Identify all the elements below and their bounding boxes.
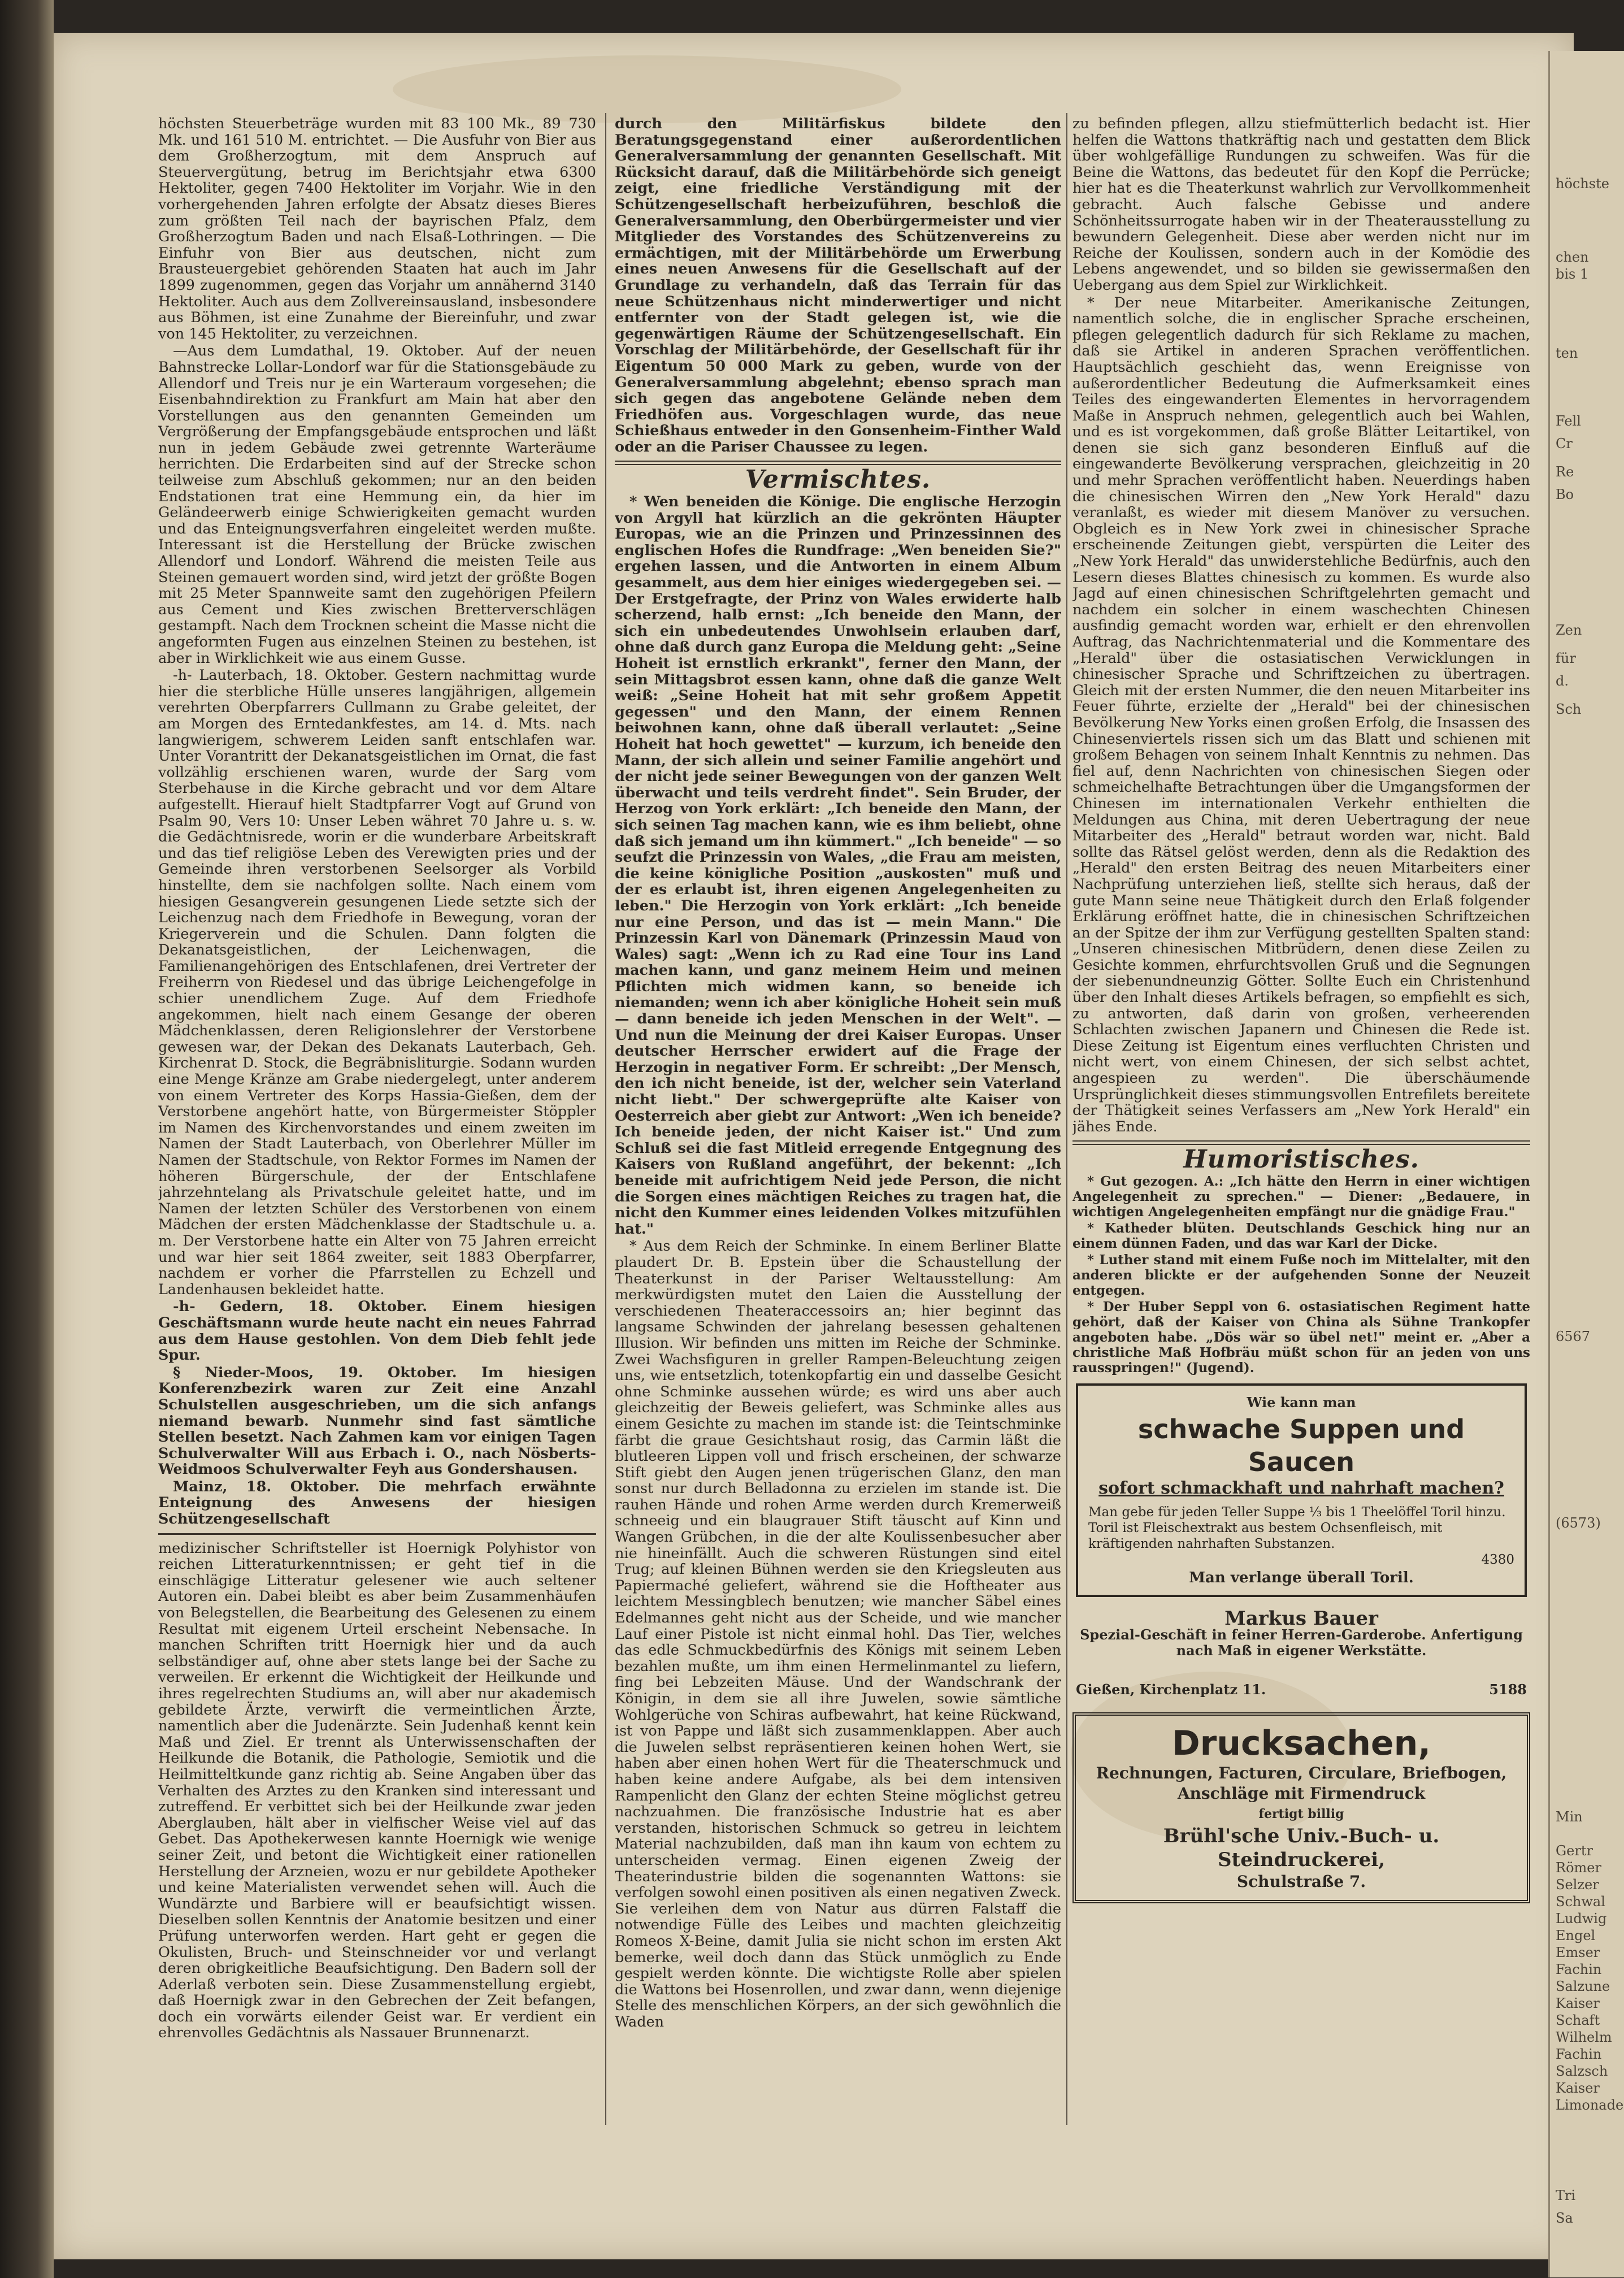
section-heading-humoristisches: Humoristisches. bbox=[1183, 1145, 1419, 1174]
article-wen-beneiden-die-koenige: * Wen beneiden die Könige. Die englische Herzogin von Argyll hat kürzlich an die gekrönten Häupter Europas, wie an die Prinzen und Prinzessinnen des englischen Hofes die Rundfrage: „Wen beneiden Sie?" ergehen lassen, und die Antworten in einem Album gesammelt, aus dem hier einiges wiedergegeben sei. — Der Erstgefragte, der Prinz von Wales erwiderte halb scherzend, halb ernst: „Ich beneide den Mann, der sich ein unbedeutendes Unwohlsein erlauben darf, ohne daß durch ganz Europa die Meldung geht: „Seine Hoheit ist ernstlich erkrankt", ferner den Mann, der sein Mittagsbrot essen kann, ohne daß die ganze Welt weiß: „Seine Hoheit hat mit sehr großem Appetit gegessen" und den Mann, der einem Rennen beiwohnen kann, ohne daß überall verlautet: „Seine Hoheit hat hoch gewettet" — kurzum, ich beneide den Mann, der sich allein und seiner Familie angehört und der nicht jede seiner Bewegungen von der ganzen Welt überwacht und teils verdreht findet". Sein Bruder, der Herzog von York erklärt: „Ich beneide den Mann, der sich seinen Tag machen kann, wie es ihm beliebt, ohne daß sich jemand um ihn kümmert." „Ich beneide" — so seufzt die Prinzessin von Wales, „die Frau am meisten, die keine königliche Position „auskosten" muß und der es erlaubt ist, ihren eigenen Angelegenheiten zu leben." Die Herzogin von York erklärt: „Ich beneide nur eine Person, und das ist — mein Mann." Die Prinzessin Karl von Dänemark (Prinzessin Maud von Wales) sagt: „Wenn ich zu Rad eine Tour ins Land machen kann, und ganz meinem Heim und meinen Pflichten mich widmen kann, so beneide ich niemanden; wenn ich aber königliche Hoheit sein muß — dann beneide ich jeden Menschen in der Welt". — Und nun die Meinung der drei Kaiser Europas. Unser deutscher Herrscher erwidert auf die Frage der Herzogin in negativer Form. Er schreibt: „Der Mensch, den ich nicht beneide, ist der, welcher sein Vaterland nicht liebt." Der schwergeprüfte alte Kaiser von Oesterreich aber giebt zur Antwort: „Wen ich beneide? Ich beneide jeden, der nicht Kaiser ist." Und zum Schluß sei die fast Mitleid erregende Entgegnung des Kaisers von Rußland angeführt, der bekennt: „Ich beneide mit aufrichtigem Neid jede Person, die nicht die Sorgen eines mächtigen Reiches zu tragen hat, die nicht den Kummer eines leidenden Volkes mitzufühlen hat." bbox=[615, 493, 1061, 1238]
adjacent-page-fragment: chen bbox=[1556, 249, 1589, 265]
section-heading-vermischtes: Vermischtes. bbox=[745, 465, 931, 494]
adjacent-page-fragment: Römer bbox=[1556, 1860, 1601, 1876]
ad-drucksachen-firm: Brühl'sche Univ.-Buch- u. Steindruckerei, bbox=[1163, 1825, 1440, 1872]
joke-huber-seppl: * Der Huber Seppl von 6. ostasiatischen Regiment hatte gehört, daß der Kaiser von China als Sühne Trankopfer angeboten habe. „Dös wär so übel net!" meint er. „Aber a christliche Maß Hofbräu müßt schon für an jeden von uns rausspringen!" (Jugend). bbox=[1072, 1299, 1530, 1376]
adjacent-page-fragment: Zen bbox=[1556, 622, 1582, 638]
advertisement-drucksachen bbox=[1072, 1712, 1530, 1903]
article-reich-der-schminke: * Aus dem Reich der Schminke. In einem Berliner Blatte plaudert Dr. B. Epstein über die Schaustellung der Theaterkunst in der Pariser Weltausstellung: Am merkwürdigsten mutet den Laien die Ausstellung der verschiedenen Theateraccessoirs an; hier beginnt das langsame Schwinden der jahrelang besessen gehaltenen Illusion. Wir befinden uns mitten im Reiche der Schminke. Zwei Wachsfiguren in greller Rampen-Beleuchtung zeigen uns, wie entsetzlich, totenkopfartig ein und dasselbe Gesicht ohne Schminke aussehen würde; es wird uns aber auch gleichzeitig der Beweis geliefert, was Schminke alles aus einem Gesichte zu machen im stande ist: die Teintschminke färbt die graue Gesichtshaut rosig, das Carmin läßt die blutleeren Lippen voll und frisch erscheinen, der schwarze Stift giebt den Augen jenen trügerischen Glanz, den man sonst nur durch Belladonna zu erzielen im stande ist. Die rauhen Hände und rohen Arme werden durch Kremerweiß schneeig und ein blaugrauer Stift täuscht auf Kinn und Wangen Grübchen, in die der alte Koulissenbesucher aber nie hineinfällt. Auch die schweren Rüstungen sind eitel Trug; auf kleinen Bühnen werden sie den Kriegsleuten aus Papiermaché geliefert, während sie die Hoftheater aus leichtem Messingblech benutzen; wie mancher Säbel eines Edelmannes geht nicht aus der Scheide, und wie mancher Lauf einer Pistole ist nicht einmal hohl. Das Tier, welches das edle Schmuckbedürfnis des Königs mit seinem Leben bezahlen mußte, um ihm einen Hermelinmantel zu liefern, fing bei Lebzeiten Mäuse. Und der Wandschrank der Königin, in dem sie all ihre Juwelen, sowie sämtliche Wohlgerüche von Schiras aufbewahrt, hat keine Rückwand, ist von Pappe und läßt sich zusammenklappen. Aber auch die Juwelen selbst repräsentieren keinen hohen Wert, sie haben aber einen hohen Wert für die Theaterschmuck und haben keine andere Aufgabe, als bei dem intensiven Rampenlicht den Glanz der echten Steine möglichst getreu nachzuahmen. Die französische Industrie hat es aber verstanden, historischen Schmuck so getreu in leichtem Material nachzubilden, daß man ihn kaum von echtem zu unterscheiden vermag. Einen eigenen Zweig der Theaterindustrie bilden die sogenannten Wattons: sie verfolgen sowohl einen positiven als einen negativen Zweck. Sie verleihen dem von Natur aus dürren Falstaff die notwendige Fülle des Leibes und machten gleichzeitig Romeos X-Beine, damit Julia sie nicht schon im ersten Akt bemerke, weil doch dann das Stück unmöglich zu Ende gespielt werden könnte. Die wichtigste Rolle aber spielen die Wattons bei Hosenrollen, und zwar dann, wenn diejenige Stelle des menschlichen Körpers, an der sich gewöhnlich die Waden bbox=[615, 1238, 1061, 2030]
ad-toril-subheadline: sofort schmackhaft und nahrhaft machen? bbox=[1098, 1478, 1504, 1498]
adjacent-page-fragment: Fachin bbox=[1556, 1962, 1602, 1977]
ad-drucksachen-headline: Drucksachen, bbox=[1171, 1724, 1431, 1764]
article-schminke-continued: zu befinden pflegen, allzu stiefmütterlich bedacht ist. Hier helfen die Wattons thatkräftig nach und gestatten dem Blick über wohlgefällige Rundungen zu schweifen. Was für die Beine die Wattons, das bedeutet für den Kopf die Perrücke; hier hat es die Theaterkunst wahrlich zur Vervollkommenheit gebracht. Auch falsche Gebisse und andere Schönheitssurrogate haben wir in der Theaterausstellung zu bewundern Gelegenheit. Diese aber werden nicht nur im Reiche der Koulissen, sondern auch in der Komödie des Lebens angewendet, und so bilden sie gewissermaßen den Uebergang aus dem Spiel zur Wirklichkeit. bbox=[1072, 116, 1530, 294]
article-mainz-continued: durch den Militärfiskus bildete den Beratungsgegenstand einer außerordentlichen Generalversammlung der genannten Gesellschaft. Mit Rücksicht darauf, daß die Militärbehörde sich geneigt zeigt, eine friedliche Verständigung mit der Schützengesellschaft herbeizuführen, beschloß die Generalversammlung, den Oberbürgermeister und vier Mitglieder des Vorstandes des Schützenvereins zu ermächtigen, mit der Militärbehörde um Erwerbung eines neuen Anwesens für die Gesellschaft auf der Grundlage zu verhandeln, daß das Terrain für das neue Schützenhaus nicht minderwertiger und nicht entfernter von der Stadt gelegen ist, wie die gegenwärtigen Räume der Schützengesellschaft. Ein Vorschlag der Militärbehörde, der Gesellschaft für ihr Eigentum 50 000 Mark zu geben, wurde von der Generalversammlung abgelehnt; ebenso sprach man sich gegen das angebotene Gelände neben dem Friedhöfen aus. Vorgeschlagen wurde, das neue Schießhaus entweder in den Gonsenheim-Finther Wald oder an die Pariser Chaussee zu legen. bbox=[615, 116, 1061, 455]
adjacent-page-fragment: Kaiser bbox=[1556, 1995, 1600, 2011]
book-binding-edge bbox=[0, 0, 54, 2278]
adjacent-page-fragment: Cr bbox=[1556, 436, 1573, 452]
adjacent-page-fragment: (6573) bbox=[1556, 1515, 1601, 1531]
ad-toril-number: 4380 bbox=[1481, 1552, 1514, 1567]
joke-gut-gezogen: * Gut gezogen. A.: „Ich hätte den Herrn in einer wichtigen Angelegenheit zu sprechen." — Diener: „Bedauere, in wichtigen Angelegenheiten empfängt nur die gnädige Frau." bbox=[1072, 1174, 1530, 1220]
article-nieder-moos: § Nieder-Moos, 19. Oktober. Im hiesigen Konferenzbezirk waren zur Zeit eine Anzahl Schulstellen ausgeschrieben, um die sich anfangs niemand bewarb. Nunmehr sind fast sämtliche Stellen besetzt. Nach Zahmen kam vor einigen Tagen Schulverwalter Will aus Erbach i. O., nach Nösberts-Weidmoos Schulverwalter Feyh aus Gondershausen. bbox=[158, 1364, 596, 1478]
article-gedern: -h- Gedern, 18. Oktober. Einem hiesigen Geschäftsmann wurde heute nacht ein neues Fahrrad aus dem Hause gestohlen. Von dem Dieb fehlt jede Spur. bbox=[158, 1298, 596, 1364]
column-3 bbox=[1072, 116, 1530, 2122]
article-beer-statistics: höchsten Steuerbeträge wurden mit 83 100 Mk., 89 730 Mk. und 161 510 M. entrichtet. — Die Ausfuhr von Bier aus dem Großherzogtum, mit dem Anspruch auf Steuervergütung, betrug im Berichtsjahr etwa 6300 Hektoliter, gegen 7400 Hektoliter im Vorjahr. Wie in den vorhergehenden Jahren erfolgte der Absatz dieses Bieres zum größten Teil nach der bayrischen Pfalz, dem Großherzogtum Baden und nach Elsaß-Lothringen. — Die Einfuhr von Bier aus deutschen, nicht zum Brausteuergebiet gehörenden Staaten hat auch im Jahr 1899 zugenommen, gegen das Vorjahr um annähernd 3140 Hektoliter. Auch aus dem Zollvereinsausland, insbesondere aus Böhmen, ist eine Zunahme der Biereinfuhr, und zwar von 145 Hektoliter, zu verzeichnen. bbox=[158, 116, 596, 342]
article-der-neue-mitarbeiter: * Der neue Mitarbeiter. Amerikanische Zeitungen, namentlich solche, die in englischer Sprache erscheinen, pflegen gelegentlich dadurch für sich Reklame zu machen, daß sie Artikel in anderen Sprachen veröffentlichen. Hauptsächlich geschieht das, wenn Ereignisse von außerordentlicher Bedeutung die Aufmerksamkeit eines Teiles des eingewanderten Elementes in hervorragendem Maße in Anspruch nehmen, gelegentlich auch bei Wahlen, und es ist vorgekommen, daß große Blätter Leitartikel, von denen sie sich ganz besonderen Einfluß auf die eingewanderte Bevölkerung versprachen, gleichzeitig in 20 und mehr Sprachen veröffentlicht haben. Neuerdings haben die chinesischen Wirren den „New York Herald" dazu veranlaßt, es wieder mit diesem Manöver zu versuchen. Obgleich es in New York zwei in chinesischer Sprache erscheinende Zeitungen giebt, verspürten die Leiter des „New York Herald" das unwiderstehliche Bedürfnis, auch den Lesern dieses Blattes chinesisch zu kommen. Es wurde also Jagd auf einen chinesischen Schriftgelehrten gemacht und nachdem ein solcher in einem waschechten Chinesen ausfindig gemacht worden war, erhielt er den ehrenvollen Auftrag, das Nachrichtenmaterial und die Kommentare des „Herald" über die ostasiatischen Verwicklungen in chinesischer Sprache und Schriftzeichen zu übertragen. Gleich mit der ersten Nummer, die den neuen Mitarbeiter ins Feuer führte, erzielte der „Herald" bei der chinesischen Bevölkerung New Yorks einen großen Erfolg, die Insassen des Chinesenviertels rissen sich um das Blatt und schienen mit großem Behagen von seinem Inhalt Kenntnis zu nehmen. Das fiel auf, denn Nachrichten von chinesischen Siegen oder schmeichelhafte Betrachtungen über die Umgangsformen der Chinesen im internationalen Verkehr enthielten die Meldungen aus China, mit deren Uebertragung der neue Mitarbeiter des „Herald" betraut worden war, nicht. Bald sollte das Rätsel gelöst werden, denn als die Redaktion des „Herald" den ersten Beitrag des neuen Mitarbeiters einer Nachprüfung unterziehen ließ, stellte sich heraus, daß der gute Mann seine neue Thätigkeit durch den Erlaß folgender Erklärung eröffnet hatte, die in chinesischen Schriftzeichen an der Spitze der ihm zur Verfügung gestellten Spalten stand: „Unseren chinesischen Mitbrüdern, denen diese Zeilen zu Gesichte kommen, ehrfurchtsvollen Gruß und die Segnungen der siebenundneunzig Götter. Sollte Euch ein Christenhund über den Inhalt dieses Artikels befragen, so empfiehlt es sich, zu antworten, daß darin von großen, verheerenden Schlachten zwischen Japanern und Chinesen die Rede ist. Diese Zeitung ist Eigentum eines verfluchten Christen und nicht wert, von einem Chinesen, der sich selbst achtet, angespieen zu werden". Die überschäumende Ursprünglichkeit dieses stimmungsvollen Entrefilets bereitete der Thätigkeit seines Verfassers am „New York Herald" ein jähes Ende. bbox=[1072, 294, 1530, 1135]
divider bbox=[1072, 1140, 1530, 1145]
advertisement-toril bbox=[1076, 1383, 1527, 1597]
adjacent-page-fragment: höchste bbox=[1556, 176, 1609, 192]
adjacent-page-fragment: Ludwig bbox=[1556, 1911, 1607, 1926]
column-rule-2 bbox=[1066, 113, 1067, 2125]
column-1 bbox=[158, 116, 596, 2122]
adjacent-page-fragment: Re bbox=[1556, 464, 1574, 480]
adjacent-page-fragment: 6567 bbox=[1556, 1329, 1591, 1344]
ad-toril-headline: schwache Suppen und Saucen bbox=[1137, 1414, 1465, 1477]
ad-toril-top: Wie kann man bbox=[1247, 1394, 1356, 1411]
adjacent-page-fragment: Schwal bbox=[1556, 1894, 1605, 1910]
article-mainz: Mainz, 18. Oktober. Die mehrfach erwähnte Enteignung des Anwesens der hiesigen Schützengesellschaft bbox=[158, 1478, 596, 1528]
ad-drucksachen-street: Schulstraße 7. bbox=[1236, 1872, 1366, 1891]
divider bbox=[158, 1533, 596, 1535]
adjacent-page-fragment: Min bbox=[1556, 1809, 1583, 1825]
adjacent-page-fragment: Limonade bbox=[1556, 2097, 1624, 2113]
column-2 bbox=[615, 116, 1061, 2122]
advertisement-markus-bauer bbox=[1072, 1605, 1530, 1703]
adjacent-page-fragment: Fell bbox=[1556, 413, 1581, 429]
ad-bauer-name: Markus Bauer bbox=[1224, 1607, 1378, 1630]
adjacent-page-fragment: Salzsch bbox=[1556, 2063, 1608, 2079]
adjacent-page-fragment: Emser bbox=[1556, 1945, 1600, 1960]
ad-drucksachen-line1: Rechnungen, Facturen, Circulare, Briefbogen, bbox=[1096, 1764, 1507, 1783]
adjacent-page-edge bbox=[1548, 51, 1624, 2277]
article-lauterbach: -h- Lauterbach, 18. Oktober. Gestern nachmittag wurde hier die sterbliche Hülle unseres langjährigen, allgemein verehrten Oberpfarrers Cullmann zu Grabe geleitet, der am Morgen des Erntedankfestes, am 14. d. Mts. nach langwierigem, schwerem Leiden sanft entschlafen war. Unter Vorantritt der Dekanatsgeistlichen im Ornat, die fast vollzählig erschienen waren, wurde der Sarg vom Sterbehause in die Kirche gebracht und vor dem Altare aufgestellt. Hierauf hielt Stadtpfarrer Vogt auf Grund von Psalm 90, Vers 10: Unser Leben währet 70 Jahre u. s. w. die Gedächtnisrede, worin er die wunderbare Arbeitskraft und das tief religiöse Leben des Verewigten pries und der Gemeinde ihren verstorbenen Seelsorger als Vorbild hinstellte, dem sie nachfolgen sollte. Nach einem vom hiesigen Gesangverein gesungenen Liede setzte sich der Leichenzug nach dem Friedhofe in Bewegung, voran der Kriegerverein und die Schulen. Dann folgten die Dekanatsgeistlichen, der Leichenwagen, die Familienangehörigen des Entschlafenen, drei Vertreter der Freiherrn von Riedesel und das übrige Leichengefolge in schier unendlichem Zuge. Auf dem Friedhofe angekommen, hielt nach einem Gesange der oberen Mädchenklassen, deren Religionslehrer der Verstorbene gewesen war, der Dekan des Dekanats Lauterbach, Geh. Kirchenrat D. Stock, die Begräbnisliturgie. Sodann wurden eine Menge Kränze am Grabe niedergelegt, unter anderem von einem Vertreter des Korps Hassia-Gießen, dem der Verstorbene angehört hatte, von Bürgermeister Stöppler im Namen des Kirchenvorstandes und einem zweiten im Namen der Stadt Lauterbach, von Oberlehrer Müller im Namen der Stadtschule, von Rektor Formes im Namen der höheren Bürgerschule, der der Entschlafene jahrzehntelang als Privatschule geleitet hatte, und im Namen der letzten Schüler des Verstorbenen von einem Mädchen der ersten Mädchenklasse der Stadtschule u. a. m. Der Verstorbene hatte ein Alter von 75 Jahren erreicht und war hier seit 1864 zweiter, seit 1883 Oberpfarrer, nachdem er vorher die Pfarrstellen zu Echzell und Landenhausen bekleidet hatte. bbox=[158, 667, 596, 1298]
ad-toril-cta: Man verlange überall Toril. bbox=[1189, 1569, 1414, 1586]
adjacent-page-fragment: Gertr bbox=[1556, 1843, 1593, 1859]
adjacent-page-fragment: Tri bbox=[1556, 2188, 1576, 2203]
adjacent-page-fragment: Fachin bbox=[1556, 2046, 1602, 2062]
ad-drucksachen-line2: Anschläge mit Firmendruck bbox=[1177, 1784, 1426, 1803]
ad-toril-body: Man gebe für jeden Teller Suppe ⅓ bis 1 Theelöffel Toril hinzu. Toril ist Fleischextrakt aus bestem Ochsenfleisch, mit kräftigenden nahrhaften Substanzen. bbox=[1088, 1505, 1506, 1551]
adjacent-page-fragment: Salzune bbox=[1556, 1978, 1610, 1994]
adjacent-page-fragment: Sa bbox=[1556, 2210, 1573, 2226]
adjacent-page-fragment: für bbox=[1556, 650, 1576, 666]
joke-katheder-blueten: * Katheder blüten. Deutschlands Geschick hing nur an einem dünnen Faden, und das war Karl der Dicke. bbox=[1072, 1221, 1530, 1251]
ad-bauer-description: Spezial-Geschäft in feiner Herren-Garderobe. Anfertigung nach Maß in eigener Werkstätte. bbox=[1080, 1626, 1523, 1659]
adjacent-page-fragment: bis 1 bbox=[1556, 266, 1589, 282]
adjacent-page-fragment: Kaiser bbox=[1556, 2080, 1600, 2096]
column-rule-1 bbox=[605, 113, 606, 2125]
article-lumdathal: —Aus dem Lumdathal, 19. Oktober. Auf der neuen Bahnstrecke Lollar-Londorf war für die Stationsgebäude zu Allendorf und Treis nur je ein Warteraum vorgesehen; die Eisenbahndirektion zu Frankfurt am Main hat aber den Vorstellungen aus den genannten Gemeinden um Vergrößerung der Empfangsgebäude entsprochen und läßt nun in jedem Gebäude zwei getrennte Warteräume herrichten. Die Erdarbeiten sind auf der Strecke schon teilweise zum Abschluß gekommen; nur an den beiden Endstationen trat eine Hemmung ein, da hier im Geländeerwerb einige Schwierigkeiten gemacht wurden und das Enteignungsverfahren eingeleitet werden mußte. Interessant ist die Herstellung der Brücke zwischen Allendorf und Londorf. Während die meisten Teile aus Steinen gemauert worden sind, wird jetzt der größte Bogen mit 25 Meter Spannweite samt den zugehörigen Pfeilern aus Cement und Kies zwischen Bretterverschlägen gestampft. Nach dem Trocknen scheint die Masse nicht die angeformten Fugen aus einzelnen Steinen zu bestehen, ist aber in Wirklichkeit wie aus einem Gusse. bbox=[158, 342, 596, 667]
adjacent-page-fragment: d. bbox=[1556, 673, 1569, 689]
adjacent-page-fragment: Selzer bbox=[1556, 1877, 1599, 1893]
adjacent-page-fragment: Bo bbox=[1556, 487, 1574, 502]
ad-bauer-address: Gießen, Kirchenplatz 11. bbox=[1076, 1681, 1266, 1698]
adjacent-page-fragment: Sch bbox=[1556, 701, 1582, 717]
adjacent-page-fragment: Wilhelm bbox=[1556, 2029, 1612, 2045]
joke-luther: * Luther stand mit einem Fuße noch im Mittelalter, mit den anderen blickte er der aufgehenden Sonne der Neuzeit entgegen. bbox=[1072, 1252, 1530, 1298]
adjacent-page-fragment: Engel bbox=[1556, 1928, 1596, 1943]
adjacent-page-fragment: ten bbox=[1556, 345, 1578, 361]
ad-bauer-number: 5188 bbox=[1489, 1681, 1527, 1698]
article-hoernigk: medizinischer Schriftsteller ist Hoernigk Polyhistor von reichen Litteraturkenntnissen; er geht tief in die einschlägige Litteratur gelesener wie auch seltener Autoren ein. Dabei bleibt es aber beim Zusammenhäufen von Belegstellen, die Bearbeitung des Gelesenen zu einem Resultat mit eigenem Urteil erscheint Nebensache. In manchen Schriften tritt Hoernigk hier und da auch selbständiger auf, ohne aber stets lange bei der Sache zu verweilen. Er erkennt die Wichtigkeit der Heilkunde und ihres regelrechten Studiums an, will aber nur akademisch gebildete Ärzte, verwirft die vermeintlichen Ärzte, namentlich aber die Judenärzte. Sein Judenhaß kennt kein Maß und Ziel. Er trennt als Unterwissenschaften der Heilkunde die Botanik, die Pathologie, Semiotik und die Heilmitteltkunde ganz richtig ab. Seine Angaben über das Verhalten des Arztes zu den Kranken sind interessant und zutreffend. Er verbittet sich bei der Heilkunde zwar jeden Aberglauben, hält aber in vielfischer Weise viel auf das Gebet. Das Apothekerwesen kannte Hoernigk wie wenige seiner Zeit, und betont die Wichtigkeit einer rationellen Herstellung der Arzneien, wozu er nur gebildete Apotheker und keine Materialisten verwendet sehen will. Auch die Wundärzte und Barbiere will er beaufsichtigt wissen. Dieselben sollen Kenntnis der Anatomie besitzen und einer Prüfung unterworfen werden. Hart geht er gegen die Okulisten, Bruch- und Steinschneider vor und verlangt deren obrigkeitliche Beaufsichtigung. Den Badern soll der Aderlaß verboten sein. Diese Zusammenstellung ergiebt, daß Hoernigk zwar in den Gebrechen der Zeit befangen, doch ein vorwärts eilender Geist war. Er verdient ein ehrenvolles Gedächtnis als Nassauer Brunnenarzt. bbox=[158, 1539, 596, 2042]
divider bbox=[615, 461, 1061, 465]
adjacent-page-fragment: Schaft bbox=[1556, 2012, 1600, 2028]
ad-drucksachen-line3: fertigt billig bbox=[1258, 1807, 1344, 1822]
